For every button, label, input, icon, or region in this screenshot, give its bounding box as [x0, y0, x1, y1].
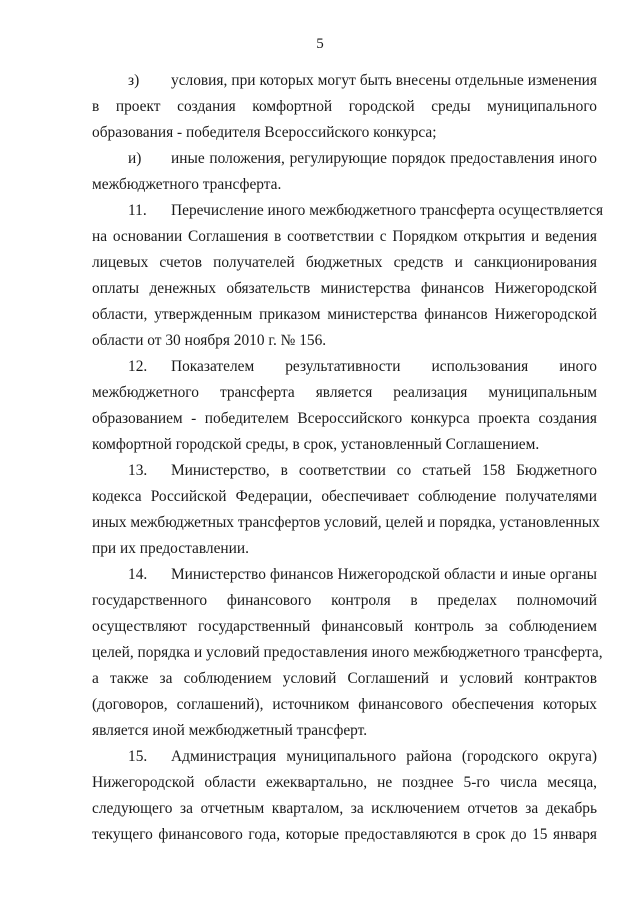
paragraph-line: 15. Администрация муниципального района (городского округа)	[92, 744, 597, 770]
paragraph-marker: и)	[128, 150, 142, 167]
paragraph-line: области от 30 ноября 2010 г. № 156.	[92, 332, 327, 349]
paragraph-line: текущего финансового года, которые предоставляются в срок до 15 января	[92, 826, 597, 843]
page-number: 5	[316, 36, 324, 52]
paragraph-14	[92, 562, 603, 744]
paragraph-line: комфортной городской среды, в срок, установленный Соглашением.	[92, 436, 540, 453]
paragraph-13	[92, 458, 600, 562]
paragraph-line: государственного финансового контроля в пределах полномочий	[92, 592, 597, 609]
paragraph-line: 11. Перечисление иного межбюджетного трансферта осуществляется	[92, 198, 597, 224]
paragraph-line: осуществляют государственный финансовый контроль за соблюдением	[92, 618, 597, 635]
paragraph-line: (договоров, соглашений), источником финансового обеспечения которых	[92, 696, 597, 713]
paragraph-line: оплаты денежных обязательств министерства финансов Нижегородской	[92, 280, 597, 297]
paragraph-line: образованием - победителем Всероссийского конкурса проекта создания	[92, 410, 597, 427]
paragraph-line: Нижегородской области ежеквартально, не позднее 5-го числа месяца,	[92, 774, 597, 791]
paragraph-11	[92, 198, 604, 354]
paragraph-line: на основании Соглашения в соответствии с Порядком открытия и ведения	[92, 228, 597, 245]
paragraph-line: образования - победителя Всероссийского конкурса;	[92, 124, 437, 141]
paragraph-line: области, утвержденным приказом министерства финансов Нижегородской	[92, 306, 597, 323]
paragraph-marker: 12.	[128, 358, 148, 375]
paragraph-z	[92, 68, 597, 146]
paragraph-marker: 13.	[128, 462, 148, 479]
paragraph-line: иных межбюджетных трансфертов условий, целей и порядка, установленных	[92, 514, 600, 531]
paragraph-line: следующего за отчетным кварталом, за исключением отчетов за декабрь	[92, 800, 597, 817]
paragraph-line: а также за соблюдением условий Соглашений и условий контрактов	[92, 670, 597, 687]
paragraph-marker: 11.	[128, 202, 147, 219]
paragraph-line: з) условия, при которых могут быть внесены отдельные изменения	[92, 68, 597, 94]
paragraph-marker: 14.	[128, 566, 148, 583]
paragraph-line: целей, порядка и условий предоставления иного межбюджетного трансферта,	[92, 644, 603, 661]
paragraph-line: межбюджетного трансферта.	[92, 176, 282, 193]
paragraph-line: 12. Показателем результативности использования иного	[92, 354, 597, 380]
paragraph-line: при их предоставлении.	[92, 540, 249, 557]
paragraph-line: в проект создания комфортной городской среды муниципального	[92, 98, 597, 115]
paragraph-12	[92, 354, 597, 458]
paragraph-15	[92, 744, 597, 848]
paragraph-line: является иной межбюджетный трансферт.	[92, 722, 368, 739]
paragraph-marker: 15.	[128, 748, 148, 765]
paragraph-line: 13. Министерство, в соответствии со статьей 158 Бюджетного	[92, 458, 597, 484]
paragraph-line: кодекса Российской Федерации, обеспечивает соблюдение получателями	[92, 488, 597, 505]
paragraph-marker: з)	[128, 72, 140, 89]
paragraph-line: лицевых счетов получателей бюджетных средств и санкционирования	[92, 254, 597, 271]
paragraph-i	[92, 146, 597, 198]
paragraph-line: 14. Министерство финансов Нижегородской области и иные органы	[92, 562, 597, 588]
paragraph-line: и) иные положения, регулирующие порядок предоставления иного	[92, 146, 597, 172]
paragraph-line: межбюджетного трансферта является реализация муниципальным	[92, 384, 597, 401]
